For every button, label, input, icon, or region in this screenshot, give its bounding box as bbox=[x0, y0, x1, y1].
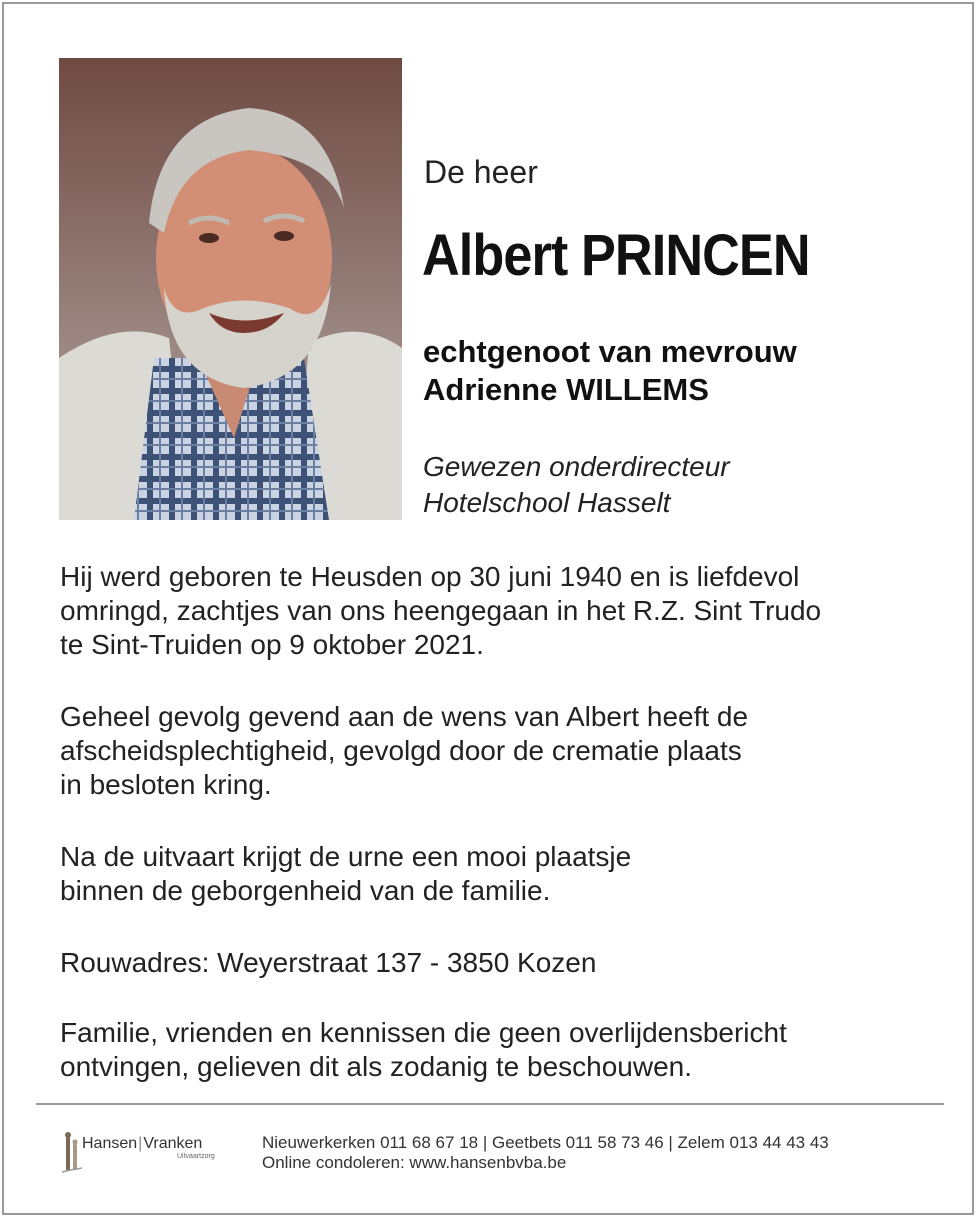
text-line: te Sint-Truiden op 9 oktober 2021. bbox=[60, 629, 484, 660]
text-line: Familie, vrienden en kennissen die geen overlijdensbericht bbox=[60, 1017, 787, 1048]
footer-divider bbox=[36, 1103, 944, 1105]
text-line: Hij werd geboren te Heusden op 30 juni 1940 en is liefdevol bbox=[60, 561, 800, 592]
mourning-address: Rouwadres: Weyerstraat 137 - 3850 Kozen bbox=[60, 947, 597, 978]
text-line: afscheidsplechtigheid, gevolgd door de crematie plaats bbox=[60, 735, 742, 766]
funeral-home-logo bbox=[60, 1126, 240, 1176]
role-institution: Hotelschool Hasselt bbox=[423, 487, 671, 518]
portrait-photo bbox=[59, 58, 402, 520]
spouse-name: Adrienne WILLEMS bbox=[423, 372, 709, 407]
footer-contacts bbox=[262, 1133, 829, 1173]
ceremony-paragraph bbox=[60, 700, 940, 802]
text-line: Na de uitvaart krijgt de urne een mooi plaatsje bbox=[60, 841, 632, 872]
logo-separator: | bbox=[138, 1135, 143, 1152]
logo-wordmark bbox=[82, 1135, 202, 1153]
notice-paragraph bbox=[60, 1016, 940, 1084]
spouse-block bbox=[423, 333, 797, 409]
text-line: binnen de geborgenheid van de familie. bbox=[60, 875, 551, 906]
text-line: omringd, zachtjes van ons heengegaan in het R.Z. Sint Trudo bbox=[60, 595, 822, 626]
logo-subtitle: Uitvaartzorg bbox=[177, 1153, 215, 1160]
birth-death-paragraph bbox=[60, 560, 940, 662]
urn-paragraph bbox=[60, 840, 940, 908]
text-line: Geheel gevolg gevend aan de wens van Albert heeft de bbox=[60, 701, 749, 732]
salutation: De heer bbox=[424, 154, 538, 190]
spouse-line: echtgenoot van mevrouw bbox=[423, 334, 797, 369]
logo-name-2: Vranken bbox=[143, 1135, 203, 1152]
logo-name-1: Hansen bbox=[82, 1135, 138, 1152]
figures-icon bbox=[60, 1130, 82, 1174]
deceased-name: Albert PRINCEN bbox=[422, 223, 810, 288]
text-line: ontvingen, gelieven dit als zodanig te beschouwen. bbox=[60, 1051, 692, 1082]
announcement-body bbox=[60, 560, 940, 1122]
text-line: in besloten kring. bbox=[60, 769, 272, 800]
condolence-link[interactable]: Online condoleren: www.hansenbvba.be bbox=[262, 1153, 567, 1172]
former-role bbox=[423, 449, 730, 521]
role-title: Gewezen onderdirecteur bbox=[423, 451, 730, 482]
phone-numbers: Nieuwerkerken 011 68 67 18 | Geetbets 011 58 73 46 | Zelem 013 44 43 43 bbox=[262, 1133, 829, 1152]
